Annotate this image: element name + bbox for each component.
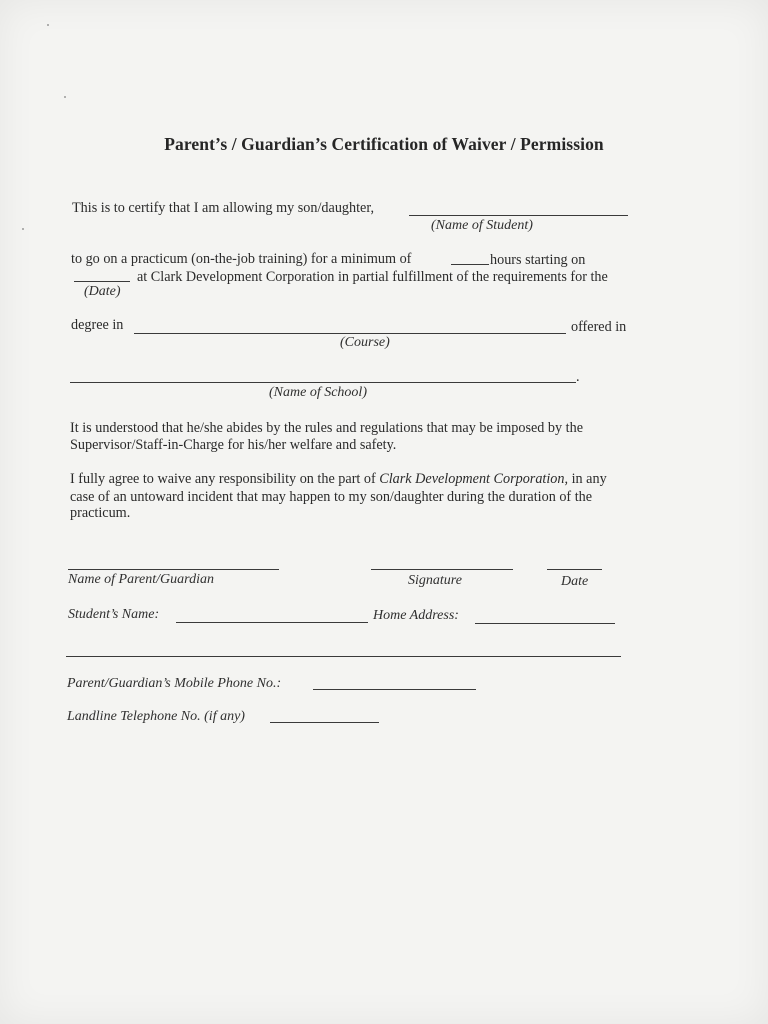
- student-name-field-line: [176, 622, 368, 623]
- scan-speck: [64, 96, 66, 98]
- rules-text-1: It is understood that he/she abides by the rules and regulations that may be imposed by the: [70, 420, 584, 436]
- signature-caption: Signature: [408, 573, 462, 588]
- rules-text-2: Supervisor/Staff-in-Charge for his/her welfare and safety.: [70, 437, 397, 453]
- date-caption: (Date): [84, 284, 121, 299]
- scan-speck: [47, 24, 49, 26]
- student-name-line: [409, 215, 628, 216]
- practicum-text-c: at Clark Development Corporation in partial fulfillment of the requirements for the: [137, 269, 608, 285]
- waiver-text-1b-part: in any: [571, 471, 607, 487]
- school-caption: (Name of School): [269, 385, 367, 400]
- mobile-label: Parent/Guardian’s Mobile Phone No.:: [67, 676, 282, 691]
- waiver-text-1a: [70, 471, 607, 488]
- waiver-text-1a-part: I fully agree to waive any responsibility on the part of: [70, 471, 376, 487]
- practicum-text-b: hours starting on: [490, 252, 586, 268]
- student-name-caption: (Name of Student): [431, 218, 533, 233]
- company-name: Clark Development Corporation,: [379, 471, 569, 487]
- mobile-line: [313, 689, 476, 690]
- degree-label: degree in: [71, 317, 124, 333]
- practicum-text-a: to go on a practicum (on-the-job training) for a minimum of: [71, 251, 412, 267]
- certify-text: This is to certify that I am allowing my son/daughter,: [72, 200, 375, 216]
- waiver-text-3: practicum.: [70, 505, 131, 521]
- school-line: [70, 382, 576, 383]
- home-address-line: [475, 623, 615, 624]
- scan-speck: [22, 228, 24, 230]
- parent-name-caption: Name of Parent/Guardian: [68, 572, 214, 587]
- waiver-text-2: case of an untoward incident that may happen to my son/daughter during the duration of the: [70, 489, 593, 505]
- start-date-line: [74, 281, 130, 282]
- course-line: [134, 333, 566, 334]
- date-line: [547, 569, 602, 570]
- document-title: Parent’s / Guardian’s Certification of Waiver / Permission: [164, 134, 604, 154]
- hours-line: [451, 264, 489, 265]
- address-continuation-line: [66, 656, 621, 657]
- date-caption-signature: Date: [561, 574, 589, 589]
- offered-label: offered in: [571, 319, 627, 335]
- parent-name-line: [68, 569, 279, 570]
- home-address-label: Home Address:: [373, 608, 459, 623]
- landline-label: Landline Telephone No. (if any): [67, 709, 245, 724]
- landline-line: [270, 722, 379, 723]
- signature-line: [371, 569, 513, 570]
- school-line-period: .: [576, 369, 580, 385]
- course-caption: (Course): [340, 335, 390, 350]
- student-name-label: Student’s Name:: [68, 607, 160, 622]
